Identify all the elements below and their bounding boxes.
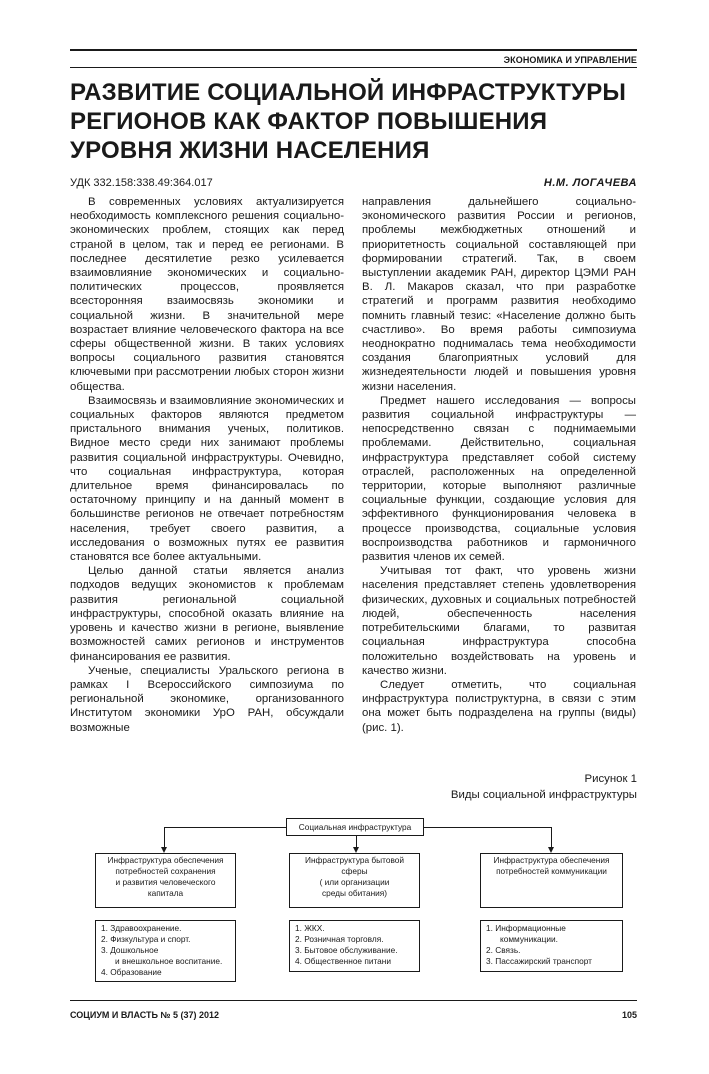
list-item: коммуникации. [500,934,558,944]
title-line: РЕГИОНОВ КАК ФАКТОР ПОВЫШЕНИЯ [70,108,548,135]
connector [164,827,165,848]
figure-label: Рисунок 1 [584,773,637,785]
footer-rule [70,1000,637,1001]
list-item: 2. Физкультура и спорт. [101,934,191,944]
connector [551,827,552,848]
paragraph: В современных условиях актуализируется необходимость комплексного решения социально-экономических проблем, стоящих как перед страной в целом, так и перед ее регионами. В последнее десятилетие резко усилевается взаимовлияние экономических и социально-политических процессов, проявляется всесторонняя взаимосвязь экономики и социальной жизни. В значительной мере возрастает влияние человеческого фактора на все сферы общественной жизни. В таких условиях вопросы социального развития становятся ключевыми при рассмотрении любых сторон жизни общества. [70,196,344,393]
branch-heading-line: Инфраструктура обеспечения [107,855,224,865]
diagram-branch-human-capital [95,853,236,908]
list-item: 2. Связь. [486,945,521,955]
diagram-list-household [289,920,420,972]
branch-heading-line: потребностей сохранения [115,866,216,876]
list-item: 2. Розничная торговля. [295,934,384,944]
list-item: 4. Образование [101,967,162,977]
list-item: 3. Пассажирский транспорт [486,956,592,966]
branch-heading-line: Инфраструктура обеспечения [493,855,610,865]
udk-code: УДК 332.158:338.49:364.017 [70,177,213,189]
connector [424,827,552,828]
branch-heading-line: и развития человеческого [115,877,216,887]
title-line: УРОВНЯ ЖИЗНИ НАСЕЛЕНИЯ [70,137,430,164]
branch-heading-line: Инфраструктура бытовой [304,855,405,865]
paragraph: направления дальнейшего социально-экономического развития России и регионов, проблемы межбюджетных отношений и приоритетность социальной составляющей при формировании стратегий. Так, в своем выступлении академик РАН, директор ЦЭМИ РАН В. Л. Макаров сказал, что при разработке стратегий и программ развития необходимо помнить главный тезис: «Население должно быть счастливо». Во время работы симпозиума неоднократно поднималась тема необходимости создания благоприятных условий для жизнедеятельности людей и повышения уровня жизни населения. [362,196,636,393]
list-item: 4. Общественное питани [295,956,392,966]
paragraph: Ученые, специалисты Уральского региона в рамках I Всероссийского симпозиума по региональной экономике, организованного Институтом экономики УрО РАН, обсуждали возможные [70,664,344,734]
list-item: 1. Здравоохранение. [101,923,182,933]
branch-heading-line: капитала [147,888,184,898]
diagram-branch-household [289,853,420,908]
figure-caption: Виды социальной инфраструктуры [450,789,637,801]
diagram-root: Социальная инфраструктура [286,818,424,836]
paragraph: Целью данной статьи является анализ подходов ведущих экономистов к проблемам развития региональной социальной инфраструктуры, способной оказать влияние на уровень и качество жизни в регионе, выявление возможностей самих регионов и инструментов финансирования ее развития. [70,565,344,663]
diagram-list-human-capital [95,920,236,982]
branch-heading-line: среды обитания) [321,888,388,898]
left-column [70,195,344,735]
section-label: ЭКОНОМИКА И УПРАВЛЕНИЕ [503,55,637,65]
header-rule-bottom [70,67,637,68]
article-title [70,78,650,165]
list-item: и внешкольное воспитание. [115,956,223,966]
connector [164,827,286,828]
list-item: 3. Дошкольное [101,945,159,955]
header-rule [70,49,637,51]
right-column [362,195,636,735]
page-number: 105 [621,1010,637,1020]
branch-heading-line: потребностей коммуникации [496,866,607,876]
journal-name: СОЦИУМ И ВЛАСТЬ № 5 (37) 2012 [70,1010,220,1020]
list-item: 1. ЖКХ. [295,923,325,933]
diagram-list-communication [480,920,623,972]
diagram-branch-communication [480,853,623,908]
branch-heading-line: сферы [341,866,368,876]
paragraph: Взаимосвязь и взаимовлияние экономических и социальных факторов являются предметом пристального внимания ученых, политиков. Видное место среди них занимают проблемы развития социальной инфраструктуры. Очевидно, что социальная инфраструктура, которая длительное время финансировалась по остаточному принципу и на данный момент в большинстве регионов не отвечает потребностям населения, требует своего развития, а исследования о возможных путях ее развития становятся все более актуальными. [70,394,344,564]
list-item: 3. Бытовое обслуживание. [295,945,398,955]
paragraph: Учитывая тот факт, что уровень жизни населения представляет степень удовлетворения физических, духовных и социальных потребностей людей, обеспеченность населения потребительскими благами, то развитая социальная инфраструктура способна положительно воздействовать на уровень и качество жизни. [362,565,636,677]
branch-heading-line: ( или организации [319,877,390,887]
paragraph: Предмет нашего исследования — вопросы развития социальной инфраструктуры — непосредственно связан с поднимаемыми проблемами. Действительно, социальная инфраструктура представляет собой систему отраслей, расположенных на определенной территории, которые выполняют различные социальные функции, создающие условия для эффективного функционирования человека в процессе производства, социальные условия воспроизводства работников и гармоничного развития членов их семей. [362,394,636,564]
author-name: Н.М. ЛОГАЧЕВА [543,177,637,189]
title-line: РАЗВИТИЕ СОЦИАЛЬНОЙ ИНФРАСТРУКТУРЫ [70,79,627,106]
list-item: 1. Информационные [486,923,566,933]
paragraph: Следует отметить, что социальная инфраструктура полиструктурна, в связи с этим она может быть подразделена на группы (виды) (рис. 1). [362,678,636,734]
